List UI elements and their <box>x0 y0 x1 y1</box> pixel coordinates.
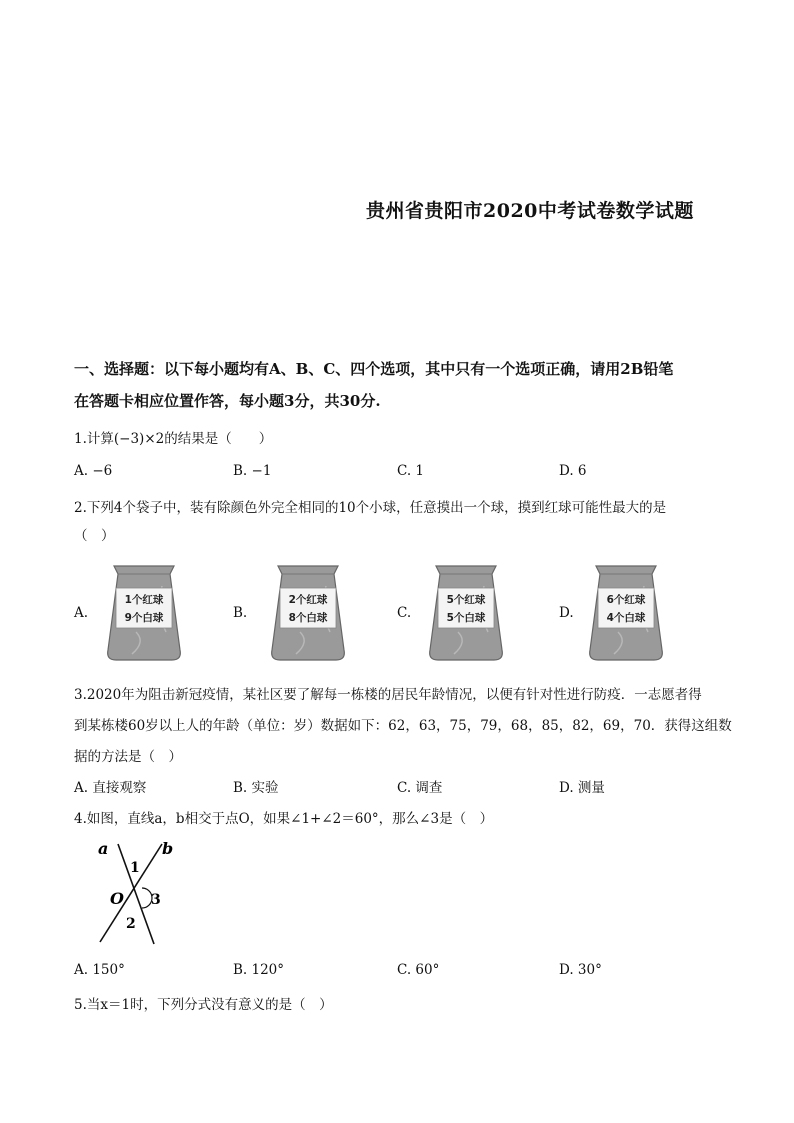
question-1-stem: 1.计算(−3)×2的结果是（ ） <box>74 431 273 447</box>
q4-label-angle3: 3 <box>151 892 161 908</box>
question-2-stem-line1: 2.下列4个袋子中，装有除颜色外完全相同的10个小球，任意摸出一个球，摸到红球可能性最大的是 <box>74 500 667 516</box>
q4-label-b: b <box>162 839 174 858</box>
q2-bag-a-white: 9个白球 <box>124 612 164 624</box>
question-3-line3: 据的方法是（ ） <box>74 749 182 765</box>
section-heading-line2: 在答题卡相应位置作答，每小题3分，共30分. <box>74 392 381 410</box>
q2-option-d-letter: D. <box>559 605 574 621</box>
q2-bag-d <box>584 562 668 662</box>
q2-bag-d-white: 4个白球 <box>606 612 646 624</box>
q4-label-a: a <box>98 839 109 858</box>
q4-option-d: D. 30° <box>559 962 602 978</box>
question-3-line2: 到某栋楼60岁以上人的年龄（单位：岁）数据如下：62，63，75，79，68，85，82，69，70．获得这组数 <box>74 718 732 734</box>
q2-bag-a-red: 1个红球 <box>124 594 164 606</box>
q4-option-c: C. 60° <box>397 962 440 978</box>
q2-bag-d-red: 6个红球 <box>606 594 646 606</box>
q4-option-b: B. 120° <box>233 962 285 978</box>
q2-bag-a <box>102 562 186 662</box>
q1-option-c: C. 1 <box>397 463 425 479</box>
q2-option-b-letter: B. <box>233 605 248 621</box>
question-4-stem: 4.如图，直线a，b相交于点O，如果∠1+∠2＝60°，那么∠3是（ ） <box>74 811 494 827</box>
question-3-line1: 3.2020年为阻击新冠疫情，某社区要了解每一栋楼的居民年龄情况，以便有针对性进行防疫．一志愿者得 <box>74 687 702 703</box>
q3-option-b: B. 实验 <box>233 780 279 796</box>
question-5-stem: 5.当x＝1时，下列分式没有意义的是（ ） <box>74 997 333 1013</box>
question-2-stem-line2: （ ） <box>74 528 115 544</box>
q3-option-a: A. 直接观察 <box>74 780 147 796</box>
q4-label-o: O <box>110 889 124 908</box>
q2-option-c-letter: C. <box>397 605 412 621</box>
q4-label-angle2: 2 <box>126 916 136 932</box>
q4-figure <box>96 838 186 952</box>
q1-option-a: A. −6 <box>74 463 113 479</box>
q2-bag-c <box>424 562 508 662</box>
q2-bag-c-white: 5个白球 <box>446 612 486 624</box>
q3-option-c: C. 调查 <box>397 780 443 796</box>
q1-option-d: D. 6 <box>559 463 587 479</box>
q2-bag-c-red: 5个红球 <box>446 594 486 606</box>
q2-bag-b-red: 2个红球 <box>288 594 328 606</box>
q3-option-d: D. 测量 <box>559 780 605 796</box>
q2-bag-b <box>266 562 350 662</box>
q2-bag-b-white: 8个白球 <box>288 612 328 624</box>
section-heading-line1: 一、选择题：以下每小题均有A、B、C、四个选项，其中只有一个选项正确，请用2B铅笔 <box>74 360 674 378</box>
page-title: 贵州省贵阳市2020中考试卷数学试题 <box>366 200 694 222</box>
q2-option-a-letter: A. <box>74 605 89 621</box>
q1-option-b: B. −1 <box>233 463 272 479</box>
q4-label-angle1: 1 <box>130 860 140 876</box>
q4-option-a: A. 150° <box>74 962 125 978</box>
